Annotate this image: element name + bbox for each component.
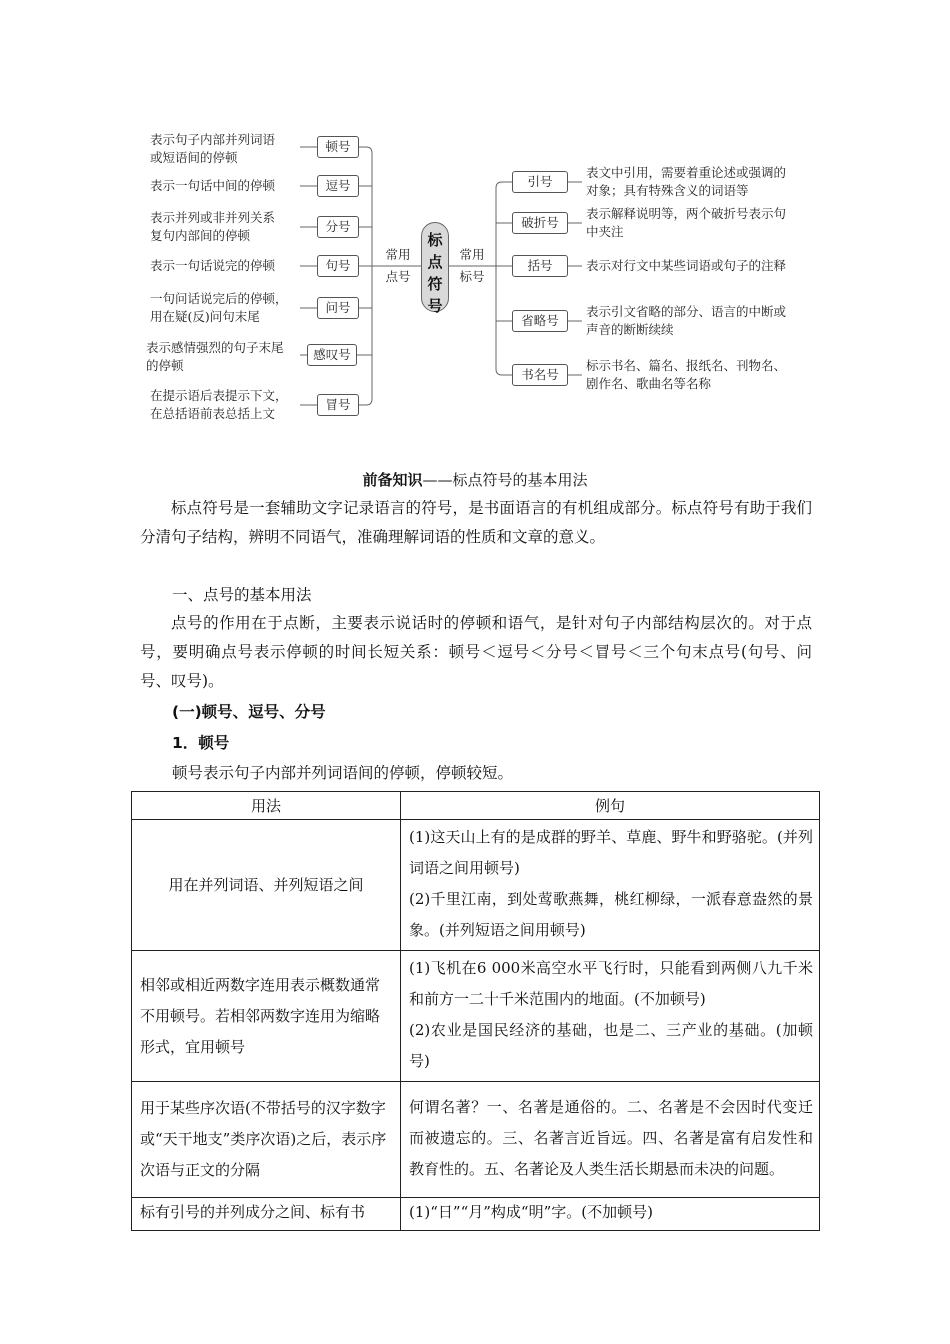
desc-gantanhao: 表示感情强烈的句子末尾 的停顿: [146, 340, 284, 373]
dunhao-usage-table: [131, 791, 820, 1231]
node-kuohao: 括号: [512, 255, 568, 277]
table-header-row: [132, 792, 820, 820]
group-biaohao: 常用 标号: [459, 247, 485, 284]
desc-wenhao: 一句问话说完后的停顿， 用在疑(反)问句末尾: [150, 291, 288, 324]
desc-juhao: 表示一句话说完的停顿: [150, 258, 276, 273]
usage-cell: 用在并列词语、并列短语之间: [132, 820, 401, 951]
desc-douhao: 表示一句话中间的停顿: [150, 178, 276, 193]
heading-rest: ——标点符号的基本用法: [422, 471, 588, 489]
usage-cell: 用于某些序次语(不带括号的汉字数字或“天干地支”类序次语)之后，表示序次语与正文的分隔: [132, 1082, 401, 1198]
node-fenhao: 分号: [317, 216, 359, 238]
example-line: (2)农业是国民经济的基础，也是二、三产业的基础。(加顿号): [409, 1021, 813, 1070]
node-pozhehao: 破折号: [512, 212, 568, 234]
section1-title: 一、点号的基本用法: [172, 586, 312, 604]
example-line: (1)这天山上有的是成群的野羊、草鹿、野牛和野骆驼。(并列词语之间用顿号): [409, 828, 813, 877]
subsection-title: (一)顿号、逗号、分号: [172, 703, 326, 721]
node-dunhao: 顿号: [317, 136, 359, 158]
example-line: (2)千里江南，到处莺歌燕舞，桃红柳绿，一派春意盎然的景象。(并列短语之间用顿号): [409, 890, 813, 939]
desc-dunhao: 表示句子内部并列词语 或短语间的停顿: [150, 132, 276, 165]
node-juhao: 句号: [317, 255, 359, 277]
usage-cell: 标有引号的并列成分之间、标有书: [132, 1198, 401, 1231]
node-gantanhao: 感叹号: [307, 344, 357, 366]
group-dianhao: 常用 点号: [385, 247, 411, 284]
heading-bold: 前备知识: [362, 471, 423, 489]
node-shenglvehao: 省略号: [512, 310, 568, 332]
mindmap-connectors: [0, 0, 950, 440]
example-cell: [401, 1198, 820, 1231]
desc-yinhao: 表文中引用，需要着重论述或强调的 对象；具有特殊含义的词语等: [586, 165, 787, 198]
desc-pozhehao: 表示解释说明等，两个破折号表示句 中夹注: [586, 206, 787, 239]
section-heading: [0, 469, 950, 490]
example-cell: [401, 820, 820, 951]
desc-shenglvehao: 表示引文省略的部分、语言的中断或 声音的断断续续: [586, 304, 787, 337]
node-wenhao: 问号: [317, 297, 359, 319]
example-line: 何谓名著？一、名著是通俗的。二、名著是不会因时代变迁而被遗忘的。三、名著言近旨远。四、名著是富有启发性和教育性的。五、名著论及人类生活长期悬而未决的问题。: [409, 1098, 813, 1178]
table-row: [132, 1082, 820, 1198]
desc-shuminghao: 标示书名、篇名、报纸名、刊物名、 剧作名、歌曲名等名称: [586, 358, 787, 391]
usage-cell: 相邻或相近两数字连用表示概数通常不用顿号。若相邻两数字连用为缩略形式，宜用顿号: [132, 951, 401, 1082]
table-row: [132, 820, 820, 951]
node-shuminghao: 书名号: [512, 364, 568, 386]
desc-maohao: 在提示语后表提示下文， 在总括语前表总括上文: [150, 388, 288, 421]
example-cell: [401, 951, 820, 1082]
punctuation-mindmap: [0, 0, 950, 440]
item1-title: 1．顿号: [172, 734, 230, 752]
intro-paragraph: 标点符号是一套辅助文字记录语言的符号，是书面语言的有机组成部分。标点符号有助于我们分清句子结构，辨明不同语气，准确理解词语的性质和文章的意义。: [140, 499, 812, 546]
example-cell: [401, 1082, 820, 1198]
section1-paragraph: 点号的作用在于点断，主要表示说话时的停顿和语气，是针对句子内部结构层次的。对于点号，要明确点号表示停顿的时间长短关系：顿号＜逗号＜分号＜冒号＜三个句末点号(句号、问号、叹号)。: [140, 614, 812, 690]
table-row: [132, 1198, 820, 1231]
table-row: [132, 951, 820, 1082]
node-yinhao: 引号: [512, 171, 568, 193]
table-header-example: 例句: [401, 792, 820, 820]
example-line: (1)“日”“月”构成“明”字。(不加顿号): [409, 1203, 653, 1221]
example-line: (1)飞机在6 000米高空水平飞行时，只能看到两侧八九千米和前方一二十千米范围内的地面。(不加顿号): [409, 959, 813, 1008]
desc-fenhao: 表示并列或非并列关系 复句内部间的停顿: [150, 210, 276, 243]
table-header-usage: 用法: [132, 792, 401, 820]
desc-kuohao: 表示对行文中某些词语或句子的注释: [586, 258, 787, 273]
node-maohao: 冒号: [317, 394, 359, 416]
node-douhao: 逗号: [317, 175, 359, 197]
item1-paragraph: 顿号表示句子内部并列词语间的停顿，停顿较短。: [172, 764, 514, 782]
center-node-biaodian-fuhao: 标 点 符 号: [421, 222, 449, 312]
